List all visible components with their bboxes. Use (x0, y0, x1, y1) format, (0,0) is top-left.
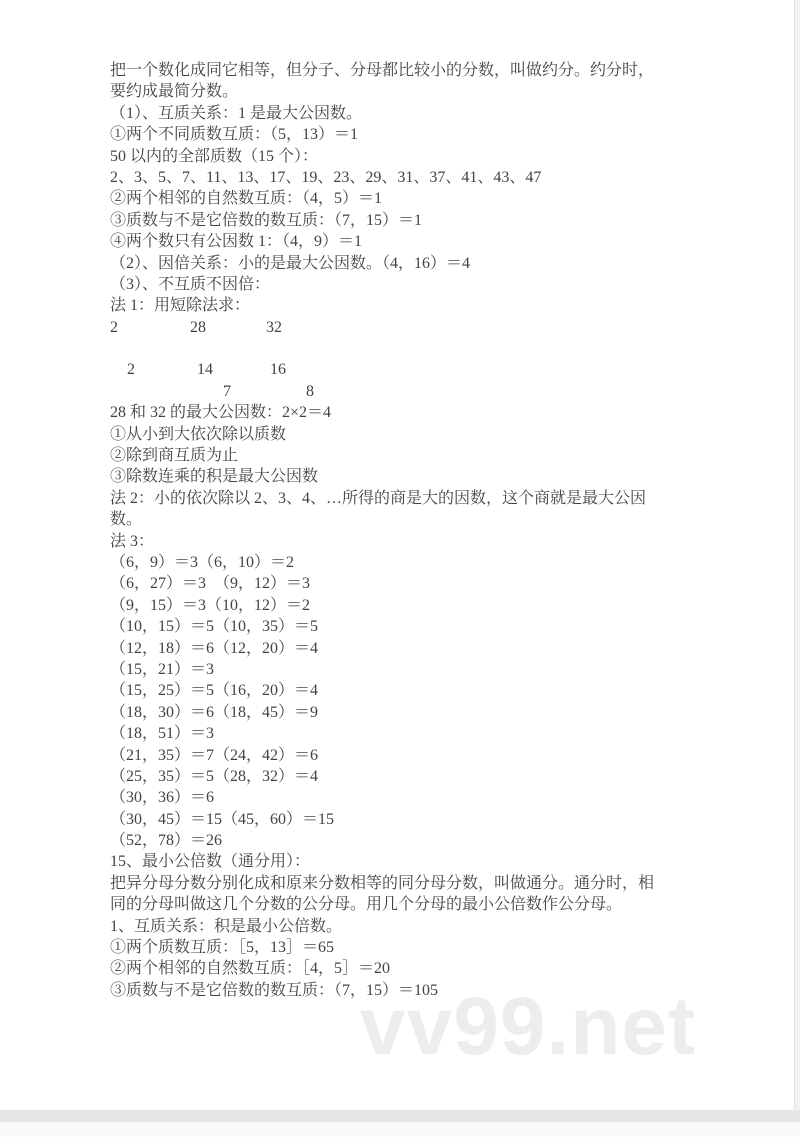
page-right-edge (794, 0, 800, 1110)
text-line: 把一个数化成同它相等，但分子、分母都比较小的分数，叫做约分。约分时， (110, 62, 655, 79)
text-line: ③质数与不是它倍数的数互质：（7，15）＝105 (110, 981, 439, 999)
gcf-pair-line: （25，35）＝5（28，32）＝4 (110, 767, 319, 785)
gcf-pair-line: （30，45）＝15（45，60）＝15 (110, 810, 335, 828)
gcf-pair-line: （52，78）＝26 (110, 832, 223, 850)
heading-line: 法 3： (110, 532, 155, 550)
text-line: 数。 (110, 511, 143, 529)
heading-line: （1）、互质关系：1 是最大公因数。 (110, 104, 363, 122)
gcf-pair-line: （9，15）＝3（10，12）＝2 (110, 596, 311, 614)
text-line: ②两个相邻的自然数互质：［4，5］＝20 (110, 960, 391, 978)
gcf-pair-line: （12，18）＝6（12，20）＝4 (110, 639, 319, 657)
text-line: ②两个相邻的自然数互质：（4，5）＝1 (110, 190, 383, 208)
gcf-pair-line: （6，27）＝3 （9，12）＝3 (110, 575, 311, 593)
text-line: 把异分母分数分别化成和原来分数相等的同分母分数，叫做通分。通分时，相 (110, 874, 655, 892)
gcf-pair-line: （30，36）＝6 (110, 789, 215, 807)
prime-list-line: 2、3、5、7、11、13、17、19、23、29、31、37、41、43、47 (110, 168, 542, 186)
short-division-cell: 8 (306, 382, 314, 400)
heading-line: （3）、不互质不因倍： (110, 275, 271, 293)
page-gap (0, 1110, 800, 1122)
short-division-cell: 2 (110, 318, 118, 336)
gcf-pair-line: （6，9）＝3（6，10）＝2 (110, 554, 295, 572)
short-division-cell: 16 (270, 361, 286, 379)
heading-line: 15、最小公倍数（通分用）： (110, 853, 311, 871)
heading-line: 法 1：用短除法求： (110, 297, 251, 315)
text-line: ②除到商互质为止 (110, 447, 239, 465)
gcf-pair-line: （10，15）＝5（10，35）＝5 (110, 618, 319, 636)
text-line: 同的分母叫做这几个分数的公分母。用几个分母的最小公倍数作公分母。 (110, 896, 623, 914)
short-division-cell: 32 (266, 318, 282, 336)
gcf-pair-line: （15，25）＝5（16，20）＝4 (110, 682, 319, 700)
watermark: vv99.net (360, 981, 697, 1072)
text-line: ④两个数只有公因数 1：（4，9）＝1 (110, 233, 363, 251)
heading-line: 1、互质关系：积是最小公倍数。 (110, 917, 343, 935)
text-line: ③除数连乘的积是最大公因数 (110, 468, 319, 486)
gcf-pair-line: （18，51）＝3 (110, 725, 215, 743)
text-line: ①两个质数互质：［5，13］＝65 (110, 939, 335, 957)
text-line: ①从小到大依次除以质数 (110, 425, 287, 443)
gcf-pair-line: （21，35）＝7（24，42）＝6 (110, 746, 319, 764)
next-page-edge (0, 1122, 800, 1137)
text-line: ③质数与不是它倍数的数互质：（7，15）＝1 (110, 211, 423, 229)
text-line: 28 和 32 的最大公因数：2×2＝4 (110, 404, 332, 422)
document-content (110, 60, 730, 1001)
short-division-work (110, 317, 730, 403)
heading-line: （2）、因倍关系：小的是最大公因数。（4，16）＝4 (110, 254, 471, 272)
text-line: 法 2：小的依次除以 2、3、4、…所得的商是大的因数，这个商就是最大公因 (110, 489, 647, 507)
short-division-cell: 28 (190, 318, 206, 336)
short-division-cell: 14 (197, 361, 213, 379)
text-line: 要约成最简分数。 (110, 83, 239, 101)
gcf-pair-line: （18，30）＝6（18，45）＝9 (110, 703, 319, 721)
short-division-cell: 7 (223, 382, 231, 400)
short-division-cell: 2 (127, 361, 135, 379)
text-line: 50 以内的全部质数（15 个）： (110, 147, 319, 165)
text-line: ①两个不同质数互质：（5，13）＝1 (110, 126, 359, 144)
gcf-pair-line: （15，21）＝3 (110, 660, 215, 678)
